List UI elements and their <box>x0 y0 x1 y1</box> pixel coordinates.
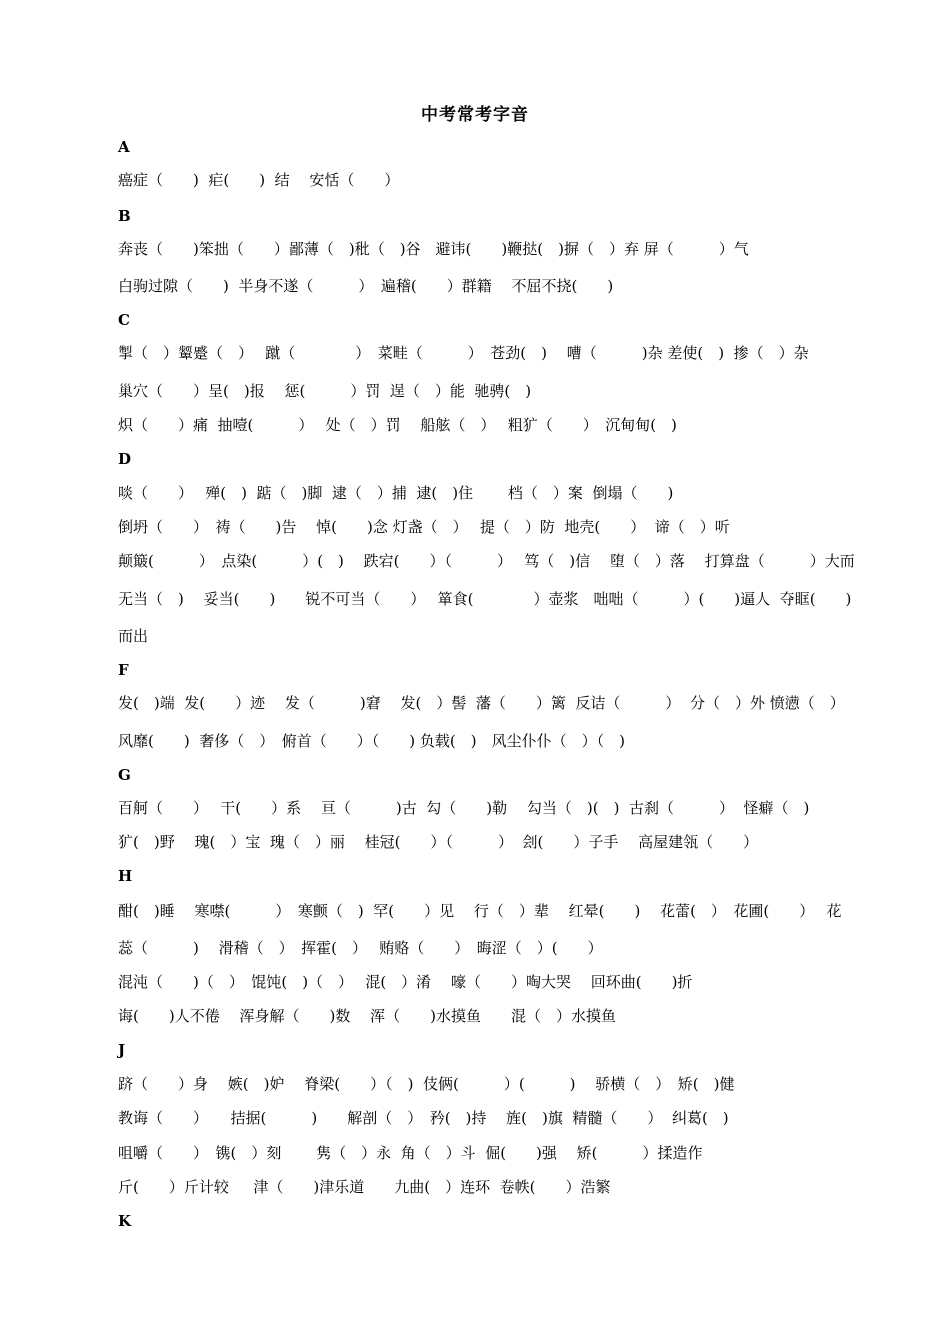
text-line: 跻（ ）身 嫉( )妒 脊梁( ）（ ) 伎俩( ）( ) 骄横（ ） 矫( )健 <box>118 1075 735 1093</box>
text-line: 诲( )人不倦 浑身解（ )数 浑（ )水摸鱼 混（ ）水摸鱼 <box>118 1007 616 1025</box>
section-letter-c: C <box>118 311 130 329</box>
text-line: 白驹过隙（ ) 半身不遂（ ） 遍稽( ）群籍 不屈不挠( ) <box>118 277 614 295</box>
text-line: 咀嚼（ ） 镌( ）刻 隽（ ）永 角（ ）斗 倔( )强 矫( ）揉造作 <box>118 1144 703 1162</box>
text-line: 掣（ ）颦蹙（ ） 蹴（ ） 菜畦（ ） 苍劲( ) 嘈（ )杂 差使( ) 掺（ ）杂 <box>118 344 809 362</box>
text-line: 奔丧（ )笨拙（ ）鄙薄（ )秕（ )谷 避讳( )鞭挞( )摒（ ）弃 屏（ ）气 <box>118 240 749 258</box>
section-letter-h: H <box>118 867 133 885</box>
text-line: 发( )端 发( ）迹 发（ )窘 发( ）髻 藩（ ）篱 反诘（ ） 分（ ）外 愤懑（ ） <box>118 694 845 712</box>
text-line: 蕊（ ) 滑稽（ ） 挥霍( ） 贿赂（ ） 晦涩（ ）( ） <box>118 939 603 957</box>
text-line: 颠簸( ） 点染( ）( ) 跌宕( ）（ ） 笃（ )信 堕（ ）落 打算盘（ ）大而 <box>118 552 855 570</box>
text-line: 无当（ ) 妥当( ) 锐不可当（ ） 箪食( ）壶浆 咄咄（ ）( )逼人 夺眶( ) <box>118 590 852 608</box>
text-line: 而出 <box>118 627 149 645</box>
section-letter-d: D <box>118 450 132 468</box>
section-letter-f: F <box>118 661 129 679</box>
text-line: 倒坍（ ） 祷（ )告 悼( )念 灯盏（ ） 提（ ）防 地壳( ） 谛（ ）听 <box>118 518 730 536</box>
text-line: 教诲（ ） 拮据( ) 解剖（ ） 矜( )持 旌( )旗 精髓（ ） 纠葛( ) <box>118 1109 729 1127</box>
text-line: 酣( )睡 寒噤( ） 寒颤（ ) 罕( ）见 行（ ）辈 红晕( ) 花蕾( ） 花圃( ） 花 <box>118 902 842 920</box>
text-line: 风靡( ) 奢侈（ ） 俯首（ ）（ ) 负载( ) 风尘仆仆（ ）（ ) <box>118 732 625 750</box>
text-line: 癌症（ ) 疟( ) 结 安恬（ ） <box>118 171 400 189</box>
section-letter-b: B <box>118 207 131 225</box>
text-line: 百舸（ ） 干( ）系 亘（ )古 勾（ )勒 勾当（ )( ) 古刹（ ） 怪癖（ ) <box>118 799 810 817</box>
page-title: 中考常考字音 <box>421 105 529 125</box>
section-letter-g: G <box>118 766 131 784</box>
text-line: 混沌（ )（ ） 馄饨( )（ ） 混( ）淆 嚎（ ）啕大哭 回环曲( )折 <box>118 973 693 991</box>
text-line: 斤( ）斤计较 津（ )津乐道 九曲( ）连环 卷帙( ）浩繁 <box>118 1178 611 1196</box>
section-letter-a: A <box>118 138 130 156</box>
text-line: 啖（ ） 殚( ) 踮（ )脚 逮（ ）捕 逮( )住 档（ ）案 倒塌（ ) <box>118 484 674 502</box>
text-line: 巢穴（ ）呈( )报 惩( ）罚 逞（ ）能 驰骋( ) <box>118 382 532 400</box>
section-letter-k: K <box>118 1212 132 1230</box>
section-letter-j: J <box>118 1041 126 1059</box>
text-line: 炽（ ）痛 抽噎( ） 处（ ）罚 船舷（ ） 粗犷（ ） 沉甸甸( ) <box>118 416 677 434</box>
text-line: 犷( )野 瑰( ）宝 瑰（ ）丽 桂冠( ）（ ） 刽( ）子手 高屋建瓴（ ） <box>118 833 759 851</box>
